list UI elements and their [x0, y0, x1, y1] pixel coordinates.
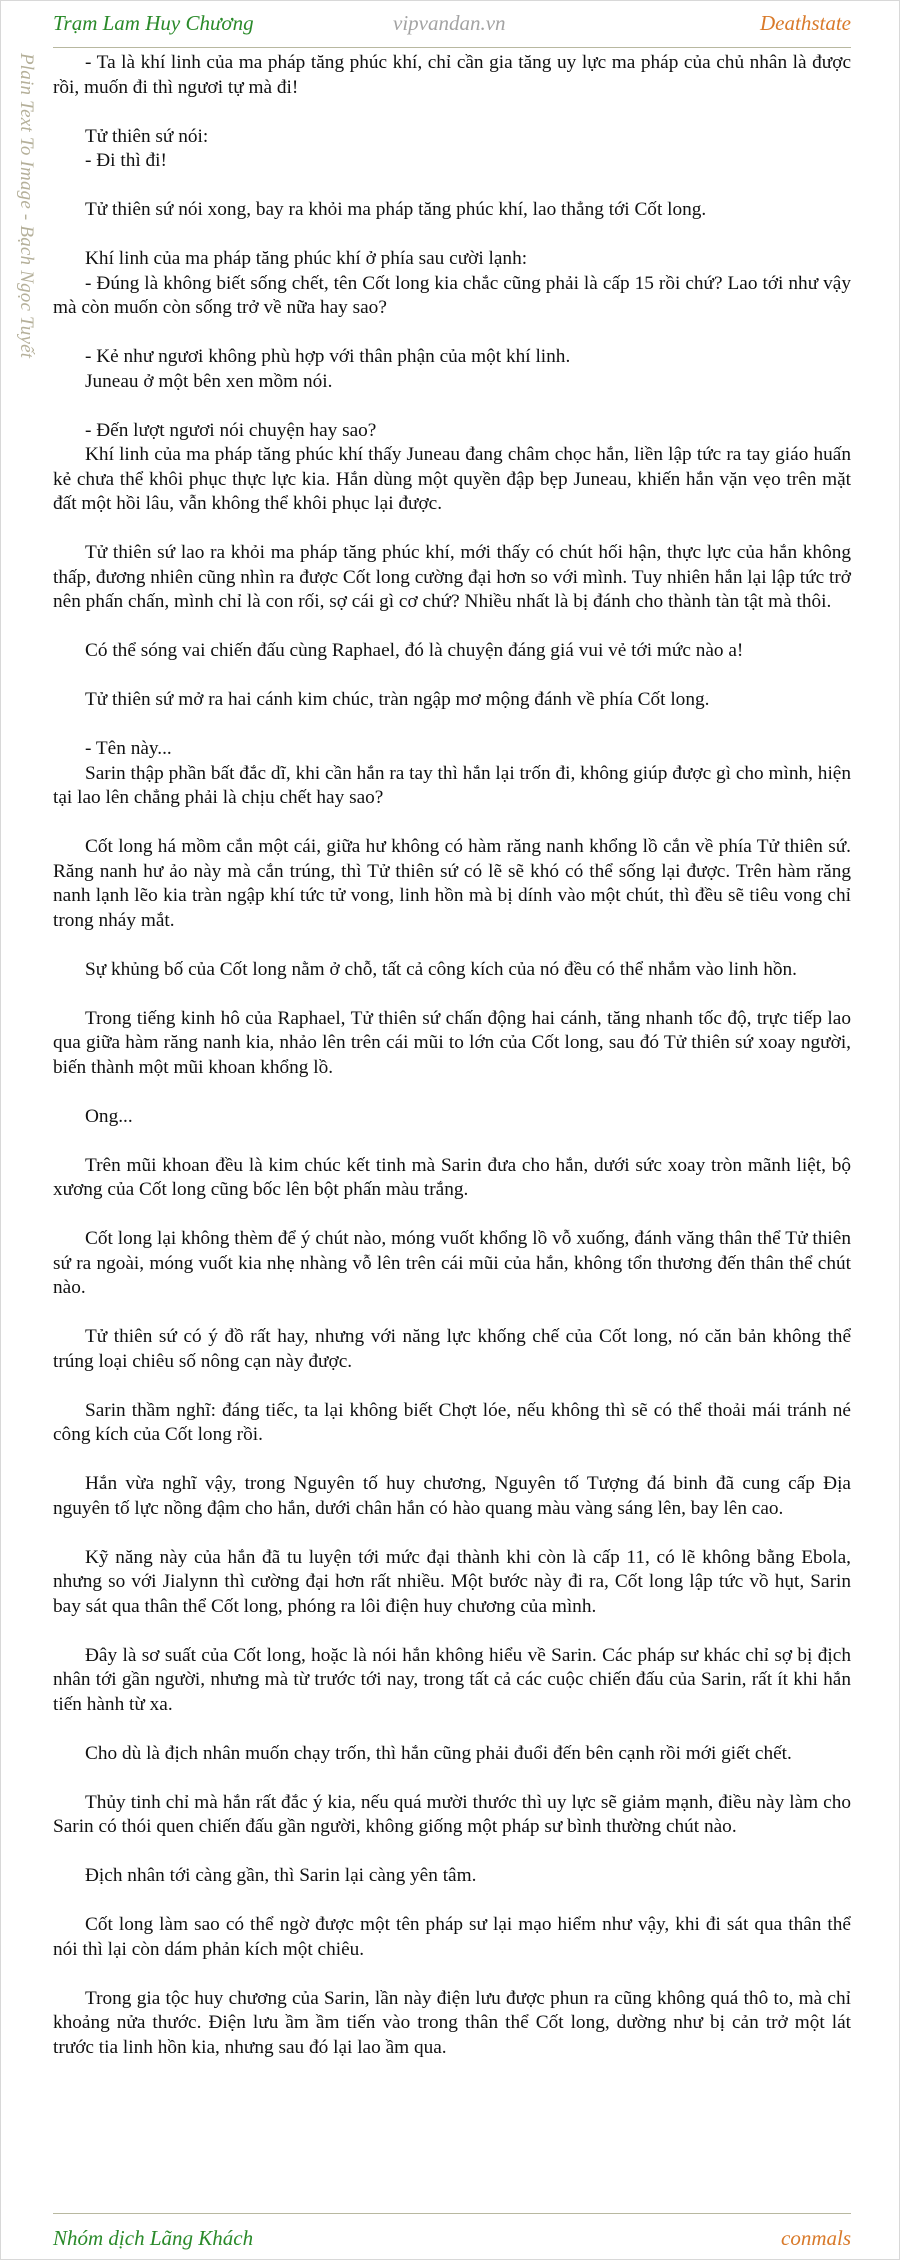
paragraph: Kỹ năng này của hắn đã tu luyện tới mức đại thành khi còn là cấp 11, có lẽ không bằng Ebola, nhưng so với Jialynn thì cường đại hơn rất nhiều. Một bước này đi ra, Cốt long lập tức vồ hụt, Sarin bay sát qua thân thể Cốt long, phóng ra lôi điện huy chương của mình. — [53, 1546, 851, 1617]
paragraph: Cốt long há mồm cắn một cái, giữa hư không có hàm răng nanh khổng lồ cắn về phía Tử thiên sứ. Răng nanh hư ảo này mà cắn trúng, thì Tử thiên sứ có lẽ sẽ khó có thể sống lại được. Trên hàm răng nanh lạnh lẽo kia tràn ngập khí tức tử vong, linh hồn mà bị dính vào một chút, thì đều sẽ tiêu vong chỉ trong nháy mắt. — [53, 836, 851, 931]
page-footer — [53, 2213, 851, 2260]
paragraph: - Đi thì đi! — [85, 150, 167, 171]
paragraph: Sarin thập phần bất đắc dĩ, khi cần hắn ra tay thì hắn lại trốn đi, không giúp được gì cho mình, hiện tại lao lên chẳng phải là chịu chết hay sao? — [53, 762, 851, 808]
paragraph: Thủy tinh chỉ mà hắn rất đắc ý kia, nếu quá mười thước thì uy lực sẽ giảm mạnh, điều này làm cho Sarin có thói quen chiến đấu gần người, không giống một pháp sư bình thường chút nào. — [53, 1791, 851, 1837]
paragraph: Sarin thầm nghĩ: đáng tiếc, ta lại không biết Chợt lóe, nếu không thì sẽ có thể thoải mái tránh né công kích của Cốt long rồi. — [53, 1399, 851, 1445]
paragraph: Hắn vừa nghĩ vậy, trong Nguyên tố huy chương, Nguyên tố Tượng đá binh đã cung cấp Địa nguyên tố lực nồng đậm cho hắn, dưới chân hắn có hào quang màu vàng sáng lên, bay lên cao. — [53, 1473, 851, 1519]
header-translator: Deathstate — [760, 11, 851, 35]
paragraph: - Đến lượt ngươi nói chuyện hay sao? — [85, 419, 377, 441]
paragraph: Cốt long làm sao có thể ngờ được một tên pháp sư lại mạo hiểm như vậy, khi đi sát qua thân thể nói thì lại còn dám phản kích một chiêu. — [53, 1914, 851, 1960]
paragraph: Sự khủng bố của Cốt long nằm ở chỗ, tất cả công kích của nó đều có thể nhắm vào linh hồn. — [85, 958, 797, 980]
sidebar-watermark: Plain Text To Image - Bạch Ngọc Tuyết — [16, 53, 37, 359]
paragraph: - Ta là khí linh của ma pháp tăng phúc khí, chỉ cần gia tăng uy lực ma pháp của chủ nhân là được rồi, muốn đi thì ngươi tự mà đi! — [53, 52, 851, 98]
paragraph: Địch nhân tới càng gần, thì Sarin lại càng yên tâm. — [85, 1865, 477, 1886]
header-site-name: vipvandan.vn — [393, 11, 506, 35]
paragraph: Đây là sơ suất của Cốt long, hoặc là nói hắn không hiểu về Sarin. Các pháp sư khác chỉ sợ bị địch nhân tới gần người, nhưng mà từ trước tới nay, trong tất cả các cuộc chiến đấu của Sarin, rất ít khi hắn tiến hành từ xa. — [53, 1644, 851, 1715]
paragraph: Ong... — [85, 1105, 133, 1127]
header-novel-title: Trạm Lam Huy Chương — [53, 11, 254, 35]
page-header — [53, 1, 851, 48]
footer-group-name: Nhóm dịch Lãng Khách — [53, 2226, 254, 2250]
paragraph: Juneau ở một bên xen mồm nói. — [85, 370, 333, 392]
footer-credit: conmals — [781, 2226, 851, 2250]
chapter-body — [53, 51, 851, 2060]
paragraph: Tử thiên sứ nói: — [85, 125, 209, 147]
paragraph: Có thể sóng vai chiến đấu cùng Raphael, đó là chuyện đáng giá vui vẻ tới mức nào a! — [85, 640, 744, 661]
paragraph: - Tên này... — [85, 738, 172, 759]
paragraph: - Kẻ như ngươi không phù hợp với thân phận của một khí linh. — [85, 346, 571, 367]
paragraph: Tử thiên sứ lao ra khỏi ma pháp tăng phúc khí, mới thấy có chút hối hận, thực lực của hắn không thấp, đương nhiên cũng nhìn ra được Cốt long cường đại hơn so với mình. Tuy nhiên hắn lại lập tức trở nên phấn chấn, mình chỉ là con rối, sợ cái gì cơ chứ? Nhiều nhất là bị đánh cho thành tàn tật mà thôi. — [53, 542, 851, 612]
paragraph: Trong gia tộc huy chương của Sarin, lần này điện lưu được phun ra cũng không quá thô to, mà chỉ khoảng nửa thước. Điện lưu ầm ầm tiến vào trong thân thể Cốt long, dường như bị cản trở một lát trước tia linh hồn kia, nhưng sau đó lại lao ầm qua. — [53, 1987, 851, 2058]
paragraph: Trong tiếng kinh hô của Raphael, Tử thiên sứ chấn động hai cánh, tăng nhanh tốc độ, trực tiếp lao qua giữa hàm răng nanh kia, nhảo lên trên cái mũi to lớn của Cốt long, sau đó Tử thiên sứ xoay người, biến thành một mũi khoan khổng lồ. — [53, 1007, 851, 1078]
paragraph: Tử thiên sứ mở ra hai cánh kim chúc, tràn ngập mơ mộng đánh về phía Cốt long. — [85, 689, 710, 710]
paragraph: Tử thiên sứ nói xong, bay ra khỏi ma pháp tăng phúc khí, lao thẳng tới Cốt long. — [85, 199, 707, 220]
paragraph: Khí linh của ma pháp tăng phúc khí thấy Juneau đang châm chọc hắn, liền lập tức ra tay giáo huấn kẻ chưa thể khôi phục thực lực kia. Hắn dùng một quyền đập bẹp Juneau, khiến hắn vặn vẹo trên mặt đất một hồi lâu, vẫn không thể khôi phục lại được. — [53, 444, 851, 514]
paragraph: Khí linh của ma pháp tăng phúc khí ở phía sau cười lạnh: — [85, 248, 528, 269]
paragraph: Tử thiên sứ có ý đồ rất hay, nhưng với năng lực khống chế của Cốt long, nó căn bản không thể trúng loại chiêu số nông cạn này được. — [53, 1326, 851, 1372]
paragraph: Cốt long lại không thèm để ý chút nào, móng vuốt khổng lồ vỗ xuống, đánh văng thân thể Tử thiên sứ ra ngoài, móng vuốt kia nhẹ nhàng vỗ lên trên cái mũi của hắn, không tổn thương đến thân thể chút nào. — [53, 1228, 851, 1298]
paragraph: Trên mũi khoan đều là kim chúc kết tinh mà Sarin đưa cho hắn, dưới sức xoay tròn mãnh liệt, bộ xương của Cốt long cũng bốc lên bột phấn màu trắng. — [53, 1154, 851, 1200]
paragraph: Cho dù là địch nhân muốn chạy trốn, thì hắn cũng phải đuổi đến bên cạnh rồi mới giết chết. — [85, 1742, 792, 1764]
paragraph: - Đúng là không biết sống chết, tên Cốt long kia chắc cũng phải là cấp 15 rồi chứ? Lao tới như vậy mà còn muốn còn sống trở về nữa hay sao? — [53, 272, 851, 318]
